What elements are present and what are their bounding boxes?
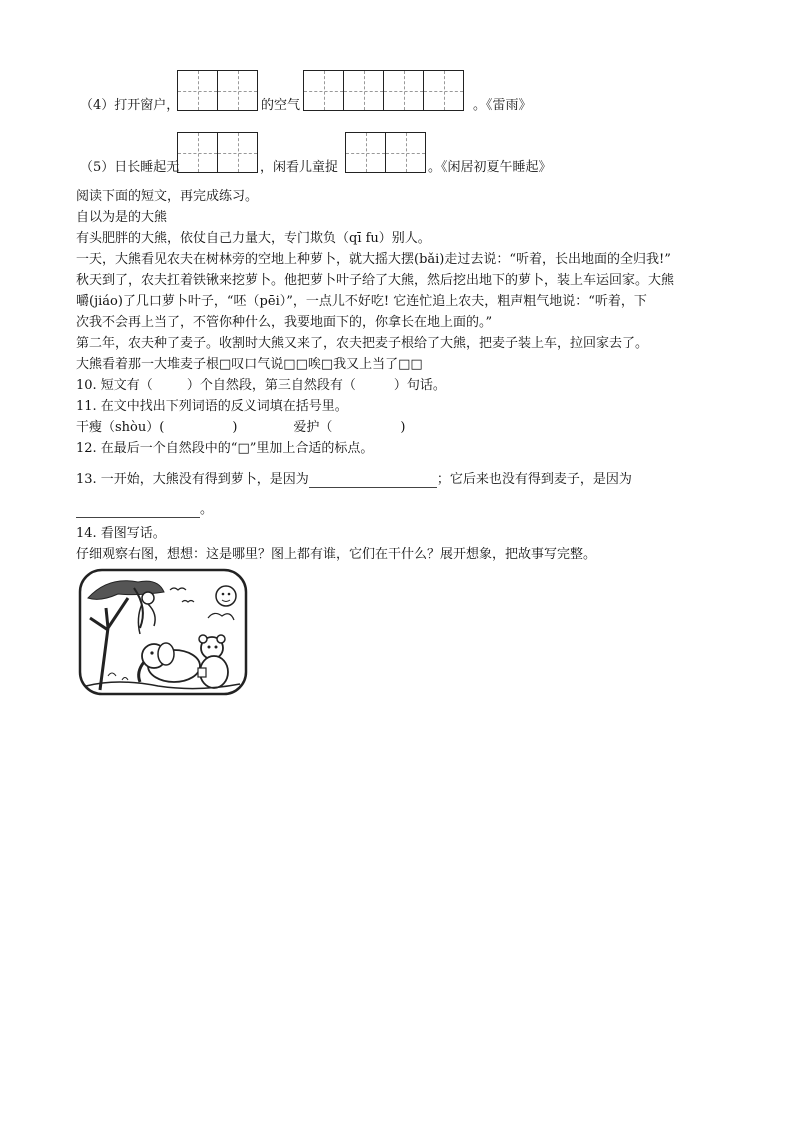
grid-cell[interactable]: [345, 132, 386, 173]
q11: 11. 在文中找出下列词语的反义词填在括号里。: [76, 399, 348, 414]
grid-cell[interactable]: [343, 70, 384, 111]
q10: [76, 378, 446, 394]
q4-prefix: （4）打开窗户，: [80, 98, 180, 113]
grid-cell[interactable]: [217, 70, 258, 111]
reading-intro: 阅读下面的短文，再完成练习。: [76, 189, 259, 204]
grid-cell[interactable]: [217, 132, 258, 173]
story-paragraph-1: 有头肥胖的大熊，依仗自己力量大，专门欺负（qī fu）别人。: [76, 231, 431, 246]
grid-cell[interactable]: [303, 70, 344, 111]
story-illustration: [78, 568, 248, 696]
grid-cell[interactable]: [177, 70, 218, 111]
q13-part-a: 13. 一开始，大熊没有得到萝卜，是因为: [76, 472, 309, 487]
grid-cell[interactable]: [423, 70, 464, 111]
q10-part-b: ）个自然段，第三自然段有（: [186, 378, 356, 393]
q14: 14. 看图写话。: [76, 526, 166, 541]
story-paragraph-2-line-1: 一天，大熊看见农夫在树林旁的空地上种萝卜，就大摇大摆(bǎi)走过去说：“听着，长出地面的全归我!”: [76, 252, 671, 267]
q12: 12. 在最后一个自然段中的“□”里加上合适的标点。: [76, 441, 374, 456]
q4-suffix: 。《雷雨》: [473, 98, 532, 113]
q4-writing-grid-1[interactable]: [177, 70, 257, 111]
q10-part-a: 10. 短文有（: [76, 378, 153, 393]
story-paragraph-3: 第二年，农夫种了麦子。收割时大熊又来了，农夫把麦子根给了大熊，把麦子装上车，拉回家去了。: [76, 336, 649, 351]
q13-line-1: [76, 472, 632, 488]
q4-middle: 的空气: [261, 98, 301, 113]
q5-suffix: 。《闲居初夏午睡起》: [428, 160, 552, 175]
grid-cell[interactable]: [177, 132, 218, 173]
q14-detail: 仔细观察右图，想想：这是哪里？图上都有谁，它们在干什么？展开想象，把故事写完整。: [76, 547, 597, 562]
q11-item-a: 干瘦（shòu）(: [76, 420, 165, 435]
q11-item-a-close: ): [232, 420, 238, 435]
story-paragraph-2-line-3: 嚼(jiáo)了几口萝卜叶子，“呸（pēi）”，一点儿不好吃! 它连忙追上农夫，粗声粗气地说：“听着，下: [76, 294, 647, 309]
grid-cell[interactable]: [385, 132, 426, 173]
q13-answer-line-2[interactable]: [76, 503, 200, 518]
q13-end: 。: [200, 502, 214, 517]
q13-line-2: [76, 502, 213, 518]
q13-part-b: ；它后来也没有得到麦子，是因为: [436, 472, 632, 487]
q10-part-c: ）句话。: [393, 378, 446, 393]
q11-items: [76, 420, 406, 436]
q5-prefix: （5）日长睡起无: [80, 160, 180, 175]
q5-writing-grid-2[interactable]: [345, 132, 425, 173]
illustration-picture: [78, 568, 248, 696]
q13-answer-line-1[interactable]: [309, 473, 437, 488]
q5-writing-grid-1[interactable]: [177, 132, 257, 173]
q11-item-b-close: ): [400, 420, 406, 435]
story-paragraph-4: 大熊看着那一大堆麦子根□叹口气说□□唉□我又上当了□□: [76, 357, 423, 372]
story-paragraph-2-line-4: 次我不会再上当了，不管你种什么，我要地面下的，你拿长在地上面的。”: [76, 315, 493, 330]
story-paragraph-2-line-2: 秋天到了，农夫扛着铁锹来挖萝卜。他把萝卜叶子给了大熊，然后挖出地下的萝卜，装上车运回家。大熊: [76, 273, 675, 288]
q11-item-b: 爱护（: [293, 420, 333, 435]
grid-cell[interactable]: [383, 70, 424, 111]
q4-writing-grid-2[interactable]: [303, 70, 463, 111]
q5-middle: ，闲看儿童捉: [260, 160, 339, 175]
story-title: 自以为是的大熊: [76, 210, 168, 225]
